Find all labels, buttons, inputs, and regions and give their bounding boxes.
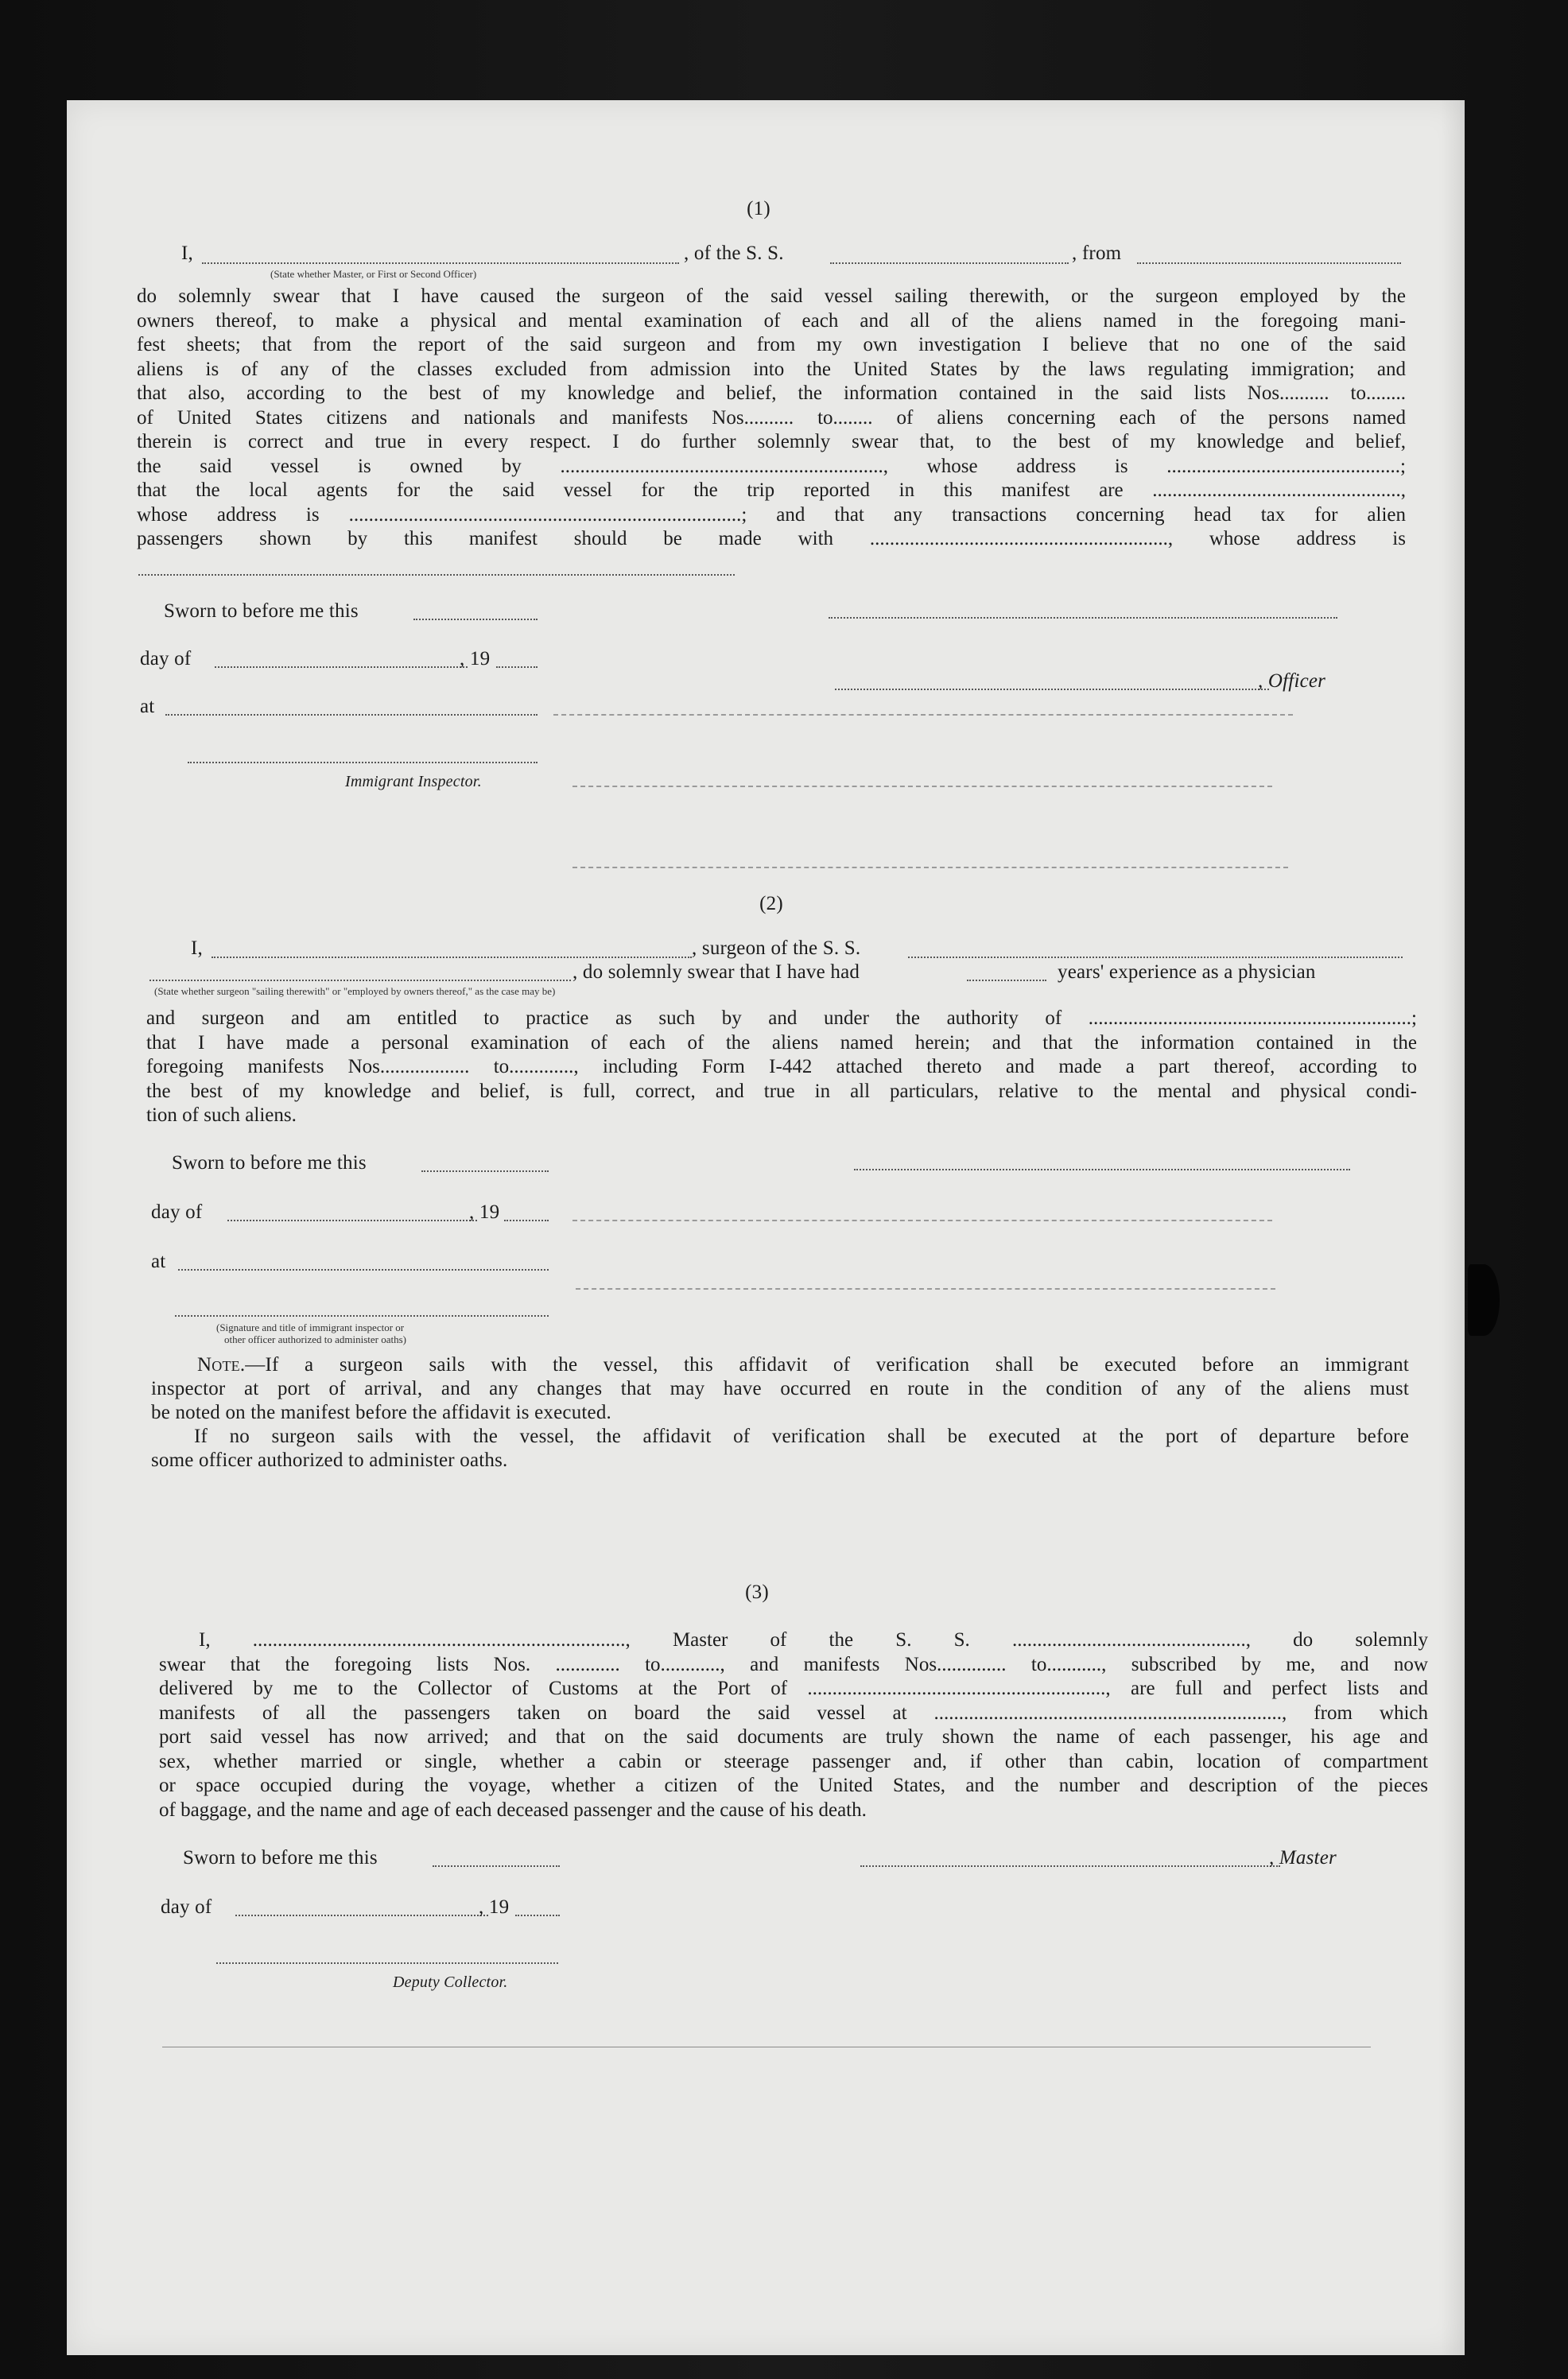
oath-line: of United States citizens and nationals and manifests Nos.......... to........ of aliens concerning each of the persons named <box>137 406 1406 429</box>
surgeon-name-blank <box>212 957 692 958</box>
oath-line: I, ..........................................................................., Master of the S. S. ..............................................., do solemnly <box>199 1629 1428 1651</box>
section-2-day-of: day of <box>151 1201 203 1223</box>
oath-line: and surgeon and am entitled to practice as such by and under the authority of .................................................................; <box>146 1007 1417 1029</box>
inspector-signature-blank <box>188 762 538 763</box>
oath-line: aliens is of any of the classes excluded from admission into the United States by the laws regulating immigration; and <box>137 358 1406 380</box>
faded-line <box>572 1220 1272 1221</box>
section-1-sworn: Sworn to before me this <box>164 600 359 622</box>
port-blank <box>1137 262 1401 264</box>
section-1-day-of: day of <box>140 648 192 669</box>
vessel-name-blank <box>830 262 1069 264</box>
administrator-instruction-1: (Signature and title of immigrant inspector or <box>216 1321 405 1333</box>
section-1-at: at <box>140 696 155 717</box>
oath-line: that the local agents for the said vessel for the trip reported in this manifest are .................................................., <box>137 479 1406 501</box>
oath-line: foregoing manifests Nos.................. to............., including Form I-442 attached thereto and made a part thereof, according to <box>146 1056 1417 1077</box>
sworn-date-blank <box>413 619 538 620</box>
month-blank-2 <box>227 1220 477 1221</box>
note-paragraph-line-2: inspector at port of arrival, and any changes that may have occurred en route in the condition of any of the aliens must <box>151 1378 1409 1399</box>
master-label: , Master <box>1269 1847 1337 1869</box>
administrator-instruction-2: other officer authorized to administer oaths) <box>224 1333 406 1345</box>
surgeon-status-instruction: (State whether surgeon "sailing therewith" or "employed by owners thereof," as the case may be) <box>154 985 556 997</box>
section-2-surgeon-of-ss: , surgeon of the S. S. <box>692 937 861 959</box>
note-paragraph-line-3: be noted on the manifest before the affidavit is executed. <box>151 1402 611 1423</box>
faded-line <box>576 1288 1275 1290</box>
section-1-oath-text <box>137 285 1406 552</box>
oath-line: passengers shown by this manifest should be made with ............................................................, whose address is <box>137 528 1406 549</box>
oath-line: the best of my knowledge and belief, is full, correct, and true in all particulars, relative to the mental and physical condi- <box>146 1080 1417 1102</box>
officer-signature-blank <box>835 689 1269 690</box>
month-blank-3 <box>235 1915 488 1916</box>
oath-line: that I have made a personal examination of each of the aliens named herein; and that the information contained in the <box>146 1031 1417 1054</box>
punch-hole-5 <box>1468 1264 1500 1336</box>
section-1-i: I, <box>181 243 193 264</box>
place-blank <box>165 714 538 716</box>
oath-line: sex, whether married or single, whether a cabin or steerage passenger and, if other than cabin, location of compartment <box>159 1750 1428 1772</box>
section-2-swear: , do solemnly swear that I have had <box>572 961 860 983</box>
note-label: Note. <box>197 1354 246 1376</box>
section-3-oath-text <box>159 1628 1428 1822</box>
oath-line: manifests of all the passengers taken on board the said vessel at ......................................................................, from which <box>159 1702 1428 1724</box>
sworn-date-blank-2 <box>421 1170 549 1172</box>
vessel-name-blank-2 <box>908 957 1403 958</box>
section-2-number: (2) <box>759 893 783 914</box>
section-3-sworn: Sworn to before me this <box>183 1847 378 1869</box>
oath-line: swear that the foregoing lists Nos. ............. to............, and manifests Nos.............. to..........., subscribed by me, and now <box>159 1653 1428 1675</box>
section-2-year: , 19 <box>469 1201 500 1223</box>
year-blank-2 <box>504 1220 549 1221</box>
oath-line: delivered by me to the Collector of Customs at the Port of ............................................................, are full and perfect lists and <box>159 1678 1428 1699</box>
section-3-year: , 19 <box>479 1896 510 1918</box>
signature-blank <box>829 617 1337 619</box>
section-1-number: (1) <box>747 198 770 219</box>
section-2-i: I, <box>191 937 203 959</box>
section-3-number: (3) <box>745 1581 769 1603</box>
surgeon-signature-blank <box>854 1169 1350 1170</box>
year-blank-3 <box>515 1915 560 1916</box>
note-paragraph-line-1 <box>197 1353 1409 1377</box>
oath-line: therein is correct and true in every respect. I do further solemnly swear that, to the best of my knowledge and belief, <box>137 431 1406 452</box>
year-blank <box>496 666 538 668</box>
master-signature-blank <box>860 1865 1280 1867</box>
section-3-day-of: day of <box>161 1896 212 1918</box>
place-blank-2 <box>178 1269 549 1271</box>
oath-line: of baggage, and the name and age of each deceased passenger and the cause of his death. <box>159 1799 867 1821</box>
note-paragraph-2-line-2: some officer authorized to administer oaths. <box>151 1450 508 1471</box>
faded-line <box>572 867 1288 868</box>
deputy-label: Deputy Collector. <box>393 1973 508 1991</box>
faded-line <box>553 714 1293 716</box>
rank-blank <box>202 262 679 264</box>
deputy-signature-blank <box>216 1962 558 1964</box>
faded-line <box>572 786 1272 787</box>
section-2-at: at <box>151 1251 166 1272</box>
oath-line: tion of such aliens. <box>146 1104 297 1126</box>
oath-line: port said vessel has now arrived; and that on the said documents are truly shown the name of each passenger, his age and <box>159 1726 1428 1748</box>
sworn-date-blank-3 <box>433 1865 560 1867</box>
section-1-from: , from <box>1072 243 1122 264</box>
note-paragraph-2-line-1: If no surgeon sails with the vessel, the affidavit of verification shall be executed at the port of departure before <box>194 1426 1409 1447</box>
administrator-signature-blank <box>175 1315 549 1317</box>
section-2-sworn: Sworn to before me this <box>172 1152 367 1174</box>
oath-line: fest sheets; that from the report of the said surgeon and from my own investigation I believe that no one of the said <box>137 334 1406 355</box>
oath-line: owners thereof, to make a physical and mental examination of each and all of the aliens named in the foregoing mani- <box>137 309 1406 332</box>
oath-line: the said vessel is owned by ................................................................., whose address is ...............................................; <box>137 455 1406 477</box>
officer-label: , Officer <box>1258 670 1326 692</box>
form-sheet <box>67 100 1465 2355</box>
section-1-of-ss: , of the S. S. <box>684 243 784 264</box>
inspector-label: Immigrant Inspector. <box>345 773 482 790</box>
years-blank <box>967 980 1046 981</box>
surgeon-status-blank <box>149 980 571 981</box>
oath-line: whose address is ...............................................................................; and that any transactions concerning head tax for alien <box>137 503 1406 526</box>
oath-line: that also, according to the best of my knowledge and belief, the information contained in the said lists Nos.......... to........ <box>137 382 1406 404</box>
section-1-year: , 19 <box>460 648 491 669</box>
section-2-oath-text <box>146 1007 1417 1128</box>
month-blank <box>215 666 468 668</box>
section-2-years: years' experience as a physician <box>1058 961 1316 983</box>
agent-address-blank <box>138 574 735 576</box>
rank-instruction: (State whether Master, or First or Second Officer) <box>270 268 477 280</box>
oath-line: do solemnly swear that I have caused the surgeon of the said vessel sailing therewith, or the surgeon employed by the <box>137 285 1406 307</box>
oath-line: or space occupied during the voyage, whether a citizen of the United States, and the number and description of the pieces <box>159 1775 1428 1796</box>
note-text: —If a surgeon sails with the vessel, this affidavit of verification shall be executed before an immigrant <box>245 1354 1409 1376</box>
